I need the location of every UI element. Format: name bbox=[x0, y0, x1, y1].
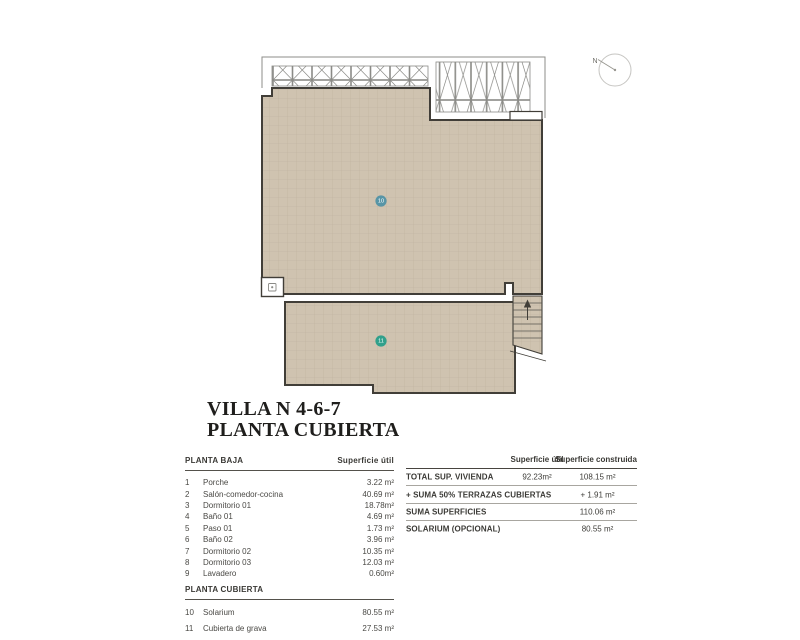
gravel-badge-number: 11 bbox=[378, 338, 384, 345]
table-row bbox=[185, 621, 394, 637]
room-area: 4.69 m² bbox=[366, 512, 394, 522]
table-row bbox=[185, 545, 394, 556]
areas-table bbox=[185, 456, 394, 637]
solarium-badge bbox=[375, 195, 386, 206]
roof-step-notch bbox=[510, 112, 542, 121]
row-number: 3 bbox=[185, 500, 190, 510]
row-number: 10 bbox=[185, 608, 194, 618]
room-area: 3.22 m² bbox=[366, 478, 394, 488]
pergola-hatch-left bbox=[272, 66, 428, 86]
drain-icon bbox=[269, 284, 277, 292]
summary-label: + SUMA 50% TERRAZAS CUBIERTAS bbox=[406, 490, 552, 500]
room-area: 0.60m² bbox=[369, 569, 394, 579]
column-header-superficie-util: Superficie útil bbox=[510, 455, 564, 464]
north-label: N bbox=[592, 58, 598, 65]
page-title bbox=[207, 399, 400, 441]
solarium-badge-number: 10 bbox=[377, 198, 385, 205]
room-area: 3.96 m² bbox=[366, 535, 394, 545]
drain-box bbox=[262, 278, 284, 297]
row-number: 4 bbox=[185, 512, 190, 522]
room-name: Dormitorio 01 bbox=[203, 500, 252, 510]
summary-header bbox=[406, 450, 637, 469]
room-name: Cubierta de grava bbox=[203, 624, 267, 634]
summary-construida-value: + 1.91 m² bbox=[580, 490, 615, 500]
gravel-badge bbox=[375, 335, 386, 346]
summary-table bbox=[406, 450, 637, 538]
table-row bbox=[185, 477, 394, 488]
table-row bbox=[185, 523, 394, 534]
title-line2: PLANTA CUBIERTA bbox=[207, 419, 400, 441]
room-area: 80.55 m² bbox=[362, 608, 394, 618]
summary-util-value: 92.23m² bbox=[522, 472, 552, 482]
room-name: Lavadero bbox=[203, 569, 237, 579]
pergola-hatch-right bbox=[436, 62, 530, 112]
room-name: Baño 02 bbox=[203, 535, 233, 545]
summary-row bbox=[406, 504, 637, 521]
north-compass-icon bbox=[593, 54, 632, 86]
row-number: 5 bbox=[185, 523, 190, 533]
summary-row bbox=[406, 521, 637, 537]
room-name: Dormitorio 03 bbox=[203, 557, 252, 567]
room-area: 27.53 m² bbox=[362, 624, 394, 634]
room-area: 18.78m² bbox=[364, 500, 394, 510]
summary-label: TOTAL SUP. VIVIENDA bbox=[406, 472, 494, 482]
title-line1: VILLA N 4-6-7 bbox=[207, 398, 341, 420]
room-name: Porche bbox=[203, 478, 229, 488]
summary-construida-value: 110.06 m² bbox=[579, 507, 616, 517]
planta-baja-rows bbox=[185, 471, 394, 580]
room-area: 40.69 m² bbox=[362, 489, 394, 499]
column-header-superficie-construida: Superficie construida bbox=[555, 455, 637, 464]
row-number: 2 bbox=[185, 489, 190, 499]
north-needle bbox=[598, 60, 615, 71]
row-number: 9 bbox=[185, 569, 190, 579]
room-name: Dormitorio 02 bbox=[203, 546, 252, 556]
room-area: 1.73 m² bbox=[366, 523, 394, 533]
row-number: 7 bbox=[185, 546, 190, 556]
row-number: 11 bbox=[185, 624, 194, 634]
row-number: 8 bbox=[185, 557, 190, 567]
table-row bbox=[185, 568, 394, 579]
room-name: Salón-comedor-cocina bbox=[203, 489, 284, 499]
table-row bbox=[185, 605, 394, 621]
room-name: Paso 01 bbox=[203, 523, 233, 533]
solarium-area bbox=[262, 88, 542, 294]
summary-construida-value: 108.15 m² bbox=[579, 472, 616, 482]
summary-row bbox=[406, 486, 637, 503]
row-number: 6 bbox=[185, 535, 190, 545]
table-row bbox=[185, 488, 394, 499]
table-row bbox=[185, 557, 394, 568]
row-number: 1 bbox=[185, 478, 190, 488]
room-name: Solarium bbox=[203, 608, 235, 618]
planta-cubierta-header bbox=[185, 585, 394, 600]
summary-construida-value: 80.55 m² bbox=[581, 524, 614, 534]
room-area: 12.03 m² bbox=[362, 557, 394, 567]
table-row bbox=[185, 511, 394, 522]
room-area: 10.35 m² bbox=[362, 546, 394, 556]
gravel-roof-area bbox=[285, 302, 515, 393]
section-title: PLANTA BAJA bbox=[185, 456, 244, 465]
room-name: Baño 01 bbox=[203, 512, 233, 522]
summary-label: SUMA SUPERFICIES bbox=[406, 507, 487, 517]
planta-cubierta-rows bbox=[185, 600, 394, 637]
summary-label: SOLARIUM (OPCIONAL) bbox=[406, 524, 501, 534]
summary-row bbox=[406, 469, 637, 486]
table-row bbox=[185, 500, 394, 511]
section-title: PLANTA CUBIERTA bbox=[185, 584, 264, 594]
column-header-superficie-util: Superficie útil bbox=[337, 456, 394, 465]
planta-baja-header bbox=[185, 456, 394, 471]
table-row bbox=[185, 534, 394, 545]
